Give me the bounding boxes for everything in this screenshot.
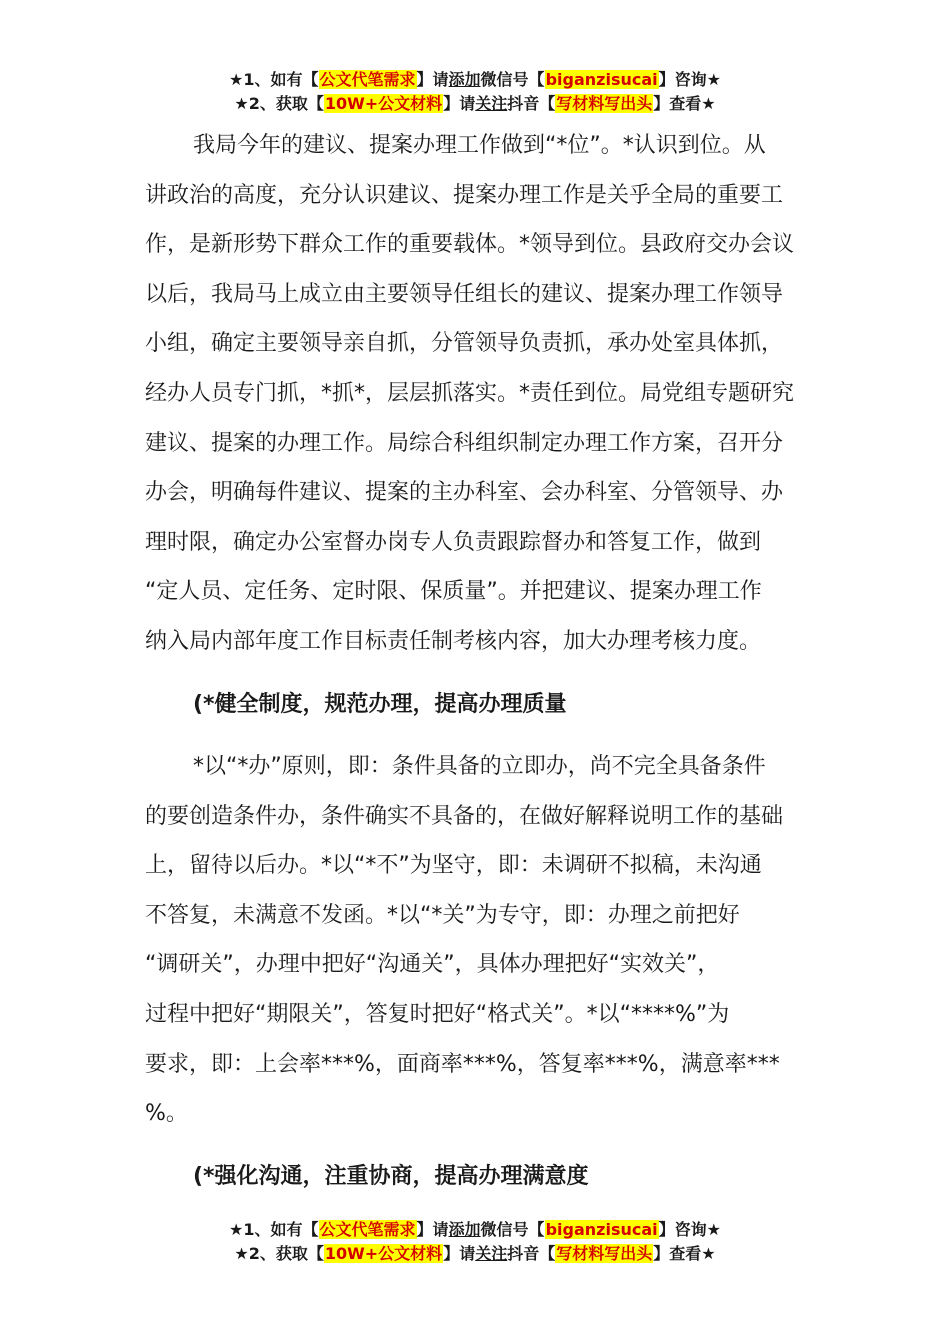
banner-text: 】请 bbox=[443, 1244, 476, 1263]
banner-text: 抖音【 bbox=[507, 94, 556, 113]
banner-line-1 bbox=[0, 68, 950, 92]
text-line: %。 bbox=[145, 1101, 188, 1127]
text-line: 小组，确定主要领导亲自抓，分管领导负责抓，承办处室具体抓， bbox=[145, 331, 784, 357]
banner-highlight: 写材料写出头 bbox=[556, 1244, 653, 1263]
banner-text: ★1、如有【 bbox=[229, 70, 319, 89]
text-line: 纳入局内部年度工作目标责任制考核内容，加大办理考核力度。 bbox=[145, 628, 762, 654]
banner-text: 】咨询★ bbox=[658, 1220, 721, 1239]
banner-highlight: 10W+公文材料 bbox=[324, 94, 443, 113]
text-line: 上，留待以后办。*以“*不”为坚守，即：未调研不拟稿，未沟通 bbox=[145, 853, 762, 879]
section-heading-2 bbox=[145, 1152, 810, 1202]
banner-text: 微信号【 bbox=[480, 70, 545, 89]
banner-underlined-text: 添加 bbox=[448, 70, 481, 89]
text-line: 作，是新形势下群众工作的重要载体。*领导到位。县政府交办会议 bbox=[145, 232, 795, 258]
heading-text: (*健全制度，规范办理，提高办理质量 bbox=[193, 692, 567, 717]
text-line: 过程中把好“期限关”，答复时把好“格式关”。*以“****%”为 bbox=[145, 1001, 730, 1027]
text-line: 我局今年的建议、提案办理工作做到“*位”。*认识到位。从 bbox=[193, 133, 766, 158]
paragraph-2 bbox=[145, 742, 810, 1139]
text-line: 要求，即：上会率***%，面商率***%，答复率***%，满意率*** bbox=[145, 1051, 780, 1077]
banner-highlight: 公文代笔需求 bbox=[319, 1220, 416, 1239]
banner-highlight: 10W+公文材料 bbox=[324, 1244, 443, 1263]
text-line: “定人员、定任务、定时限、保质量”。并把建议、提案办理工作 bbox=[145, 579, 762, 605]
text-line: 讲政治的高度，充分认识建议、提案办理工作是关乎全局的重要工 bbox=[145, 182, 784, 208]
text-line: 理时限，确定办公室督办岗专人负责跟踪督办和答复工作，做到 bbox=[145, 529, 762, 555]
text-line: “调研关”，办理中把好“沟通关”，具体办理把好“实效关”， bbox=[145, 952, 720, 978]
banner-underlined-text: 关注 bbox=[475, 94, 508, 113]
banner-underlined-text: 关注 bbox=[475, 1244, 508, 1263]
banner-underlined-text: 添加 bbox=[448, 1220, 481, 1239]
bottom-banner bbox=[0, 1218, 950, 1266]
section-heading-1 bbox=[145, 680, 810, 730]
banner-highlight: biganzisucai bbox=[545, 1220, 658, 1239]
text-line: *以“*办”原则，即：条件具备的立即办，尚不完全具备条件 bbox=[193, 754, 766, 779]
banner-text: 】请 bbox=[443, 94, 476, 113]
banner-text: 】请 bbox=[416, 70, 449, 89]
text-line: 以后，我局马上成立由主要领导任组长的建议、提案办理工作领导 bbox=[145, 281, 784, 307]
paragraph-1 bbox=[145, 121, 810, 667]
text-line: 建议、提案的办理工作。局综合科组织制定办理工作方案，召开分 bbox=[145, 430, 784, 456]
banner-highlight: biganzisucai bbox=[545, 70, 658, 89]
heading-text: (*强化沟通，注重协商，提高办理满意度 bbox=[193, 1164, 589, 1189]
banner-text: 】查看★ bbox=[653, 94, 716, 113]
banner-highlight: 公文代笔需求 bbox=[319, 70, 416, 89]
text-line: 经办人员专门抓，*抓*，层层抓落实。*责任到位。局党组专题研究 bbox=[145, 380, 795, 406]
banner-line-2 bbox=[0, 1242, 950, 1266]
banner-highlight: 写材料写出头 bbox=[556, 94, 653, 113]
top-banner bbox=[0, 68, 950, 116]
text-line: 的要创造条件办，条件确实不具备的，在做好解释说明工作的基础 bbox=[145, 803, 784, 829]
banner-text: ★1、如有【 bbox=[229, 1220, 319, 1239]
text-line: 办会，明确每件建议、提案的主办科室、会办科室、分管领导、办 bbox=[145, 480, 784, 506]
banner-text: 抖音【 bbox=[507, 1244, 556, 1263]
banner-text: 】查看★ bbox=[653, 1244, 716, 1263]
banner-text: 微信号【 bbox=[480, 1220, 545, 1239]
banner-text: ★2、获取【 bbox=[234, 94, 324, 113]
banner-text: 】请 bbox=[416, 1220, 449, 1239]
banner-line-1 bbox=[0, 1218, 950, 1242]
banner-text: 】咨询★ bbox=[658, 70, 721, 89]
banner-line-2 bbox=[0, 92, 950, 116]
banner-text: ★2、获取【 bbox=[234, 1244, 324, 1263]
text-line: 不答复，未满意不发函。*以“*关”为专守，即：办理之前把好 bbox=[145, 902, 740, 928]
